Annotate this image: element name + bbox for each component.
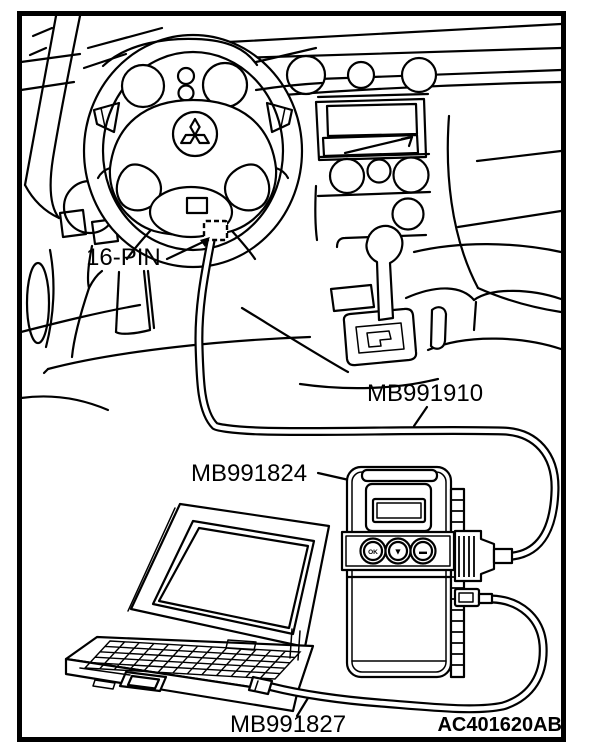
label-main-harness: MB991910 (367, 380, 484, 407)
audio-head-unit (316, 94, 429, 160)
label-vci-unit: MB991824 (191, 460, 308, 487)
vci-buttons (342, 532, 454, 570)
ok-button-glyph: OK (368, 549, 378, 556)
label-usb-cable: MB991827 (230, 711, 347, 738)
label-16pin-connector: 16-PIN (86, 244, 161, 271)
laptop-cable-connector (249, 677, 272, 694)
figure-code: AC401620AB (437, 714, 562, 736)
vci-display (366, 484, 431, 531)
mitsubishi-logo-icon (173, 112, 217, 156)
esc-button-glyph: ▬ (419, 547, 427, 556)
vci-handle-slot (362, 470, 437, 481)
center-vents (287, 56, 436, 94)
vci-side-ribs (451, 489, 464, 677)
down-arrow-icon: ▼ (393, 546, 403, 557)
